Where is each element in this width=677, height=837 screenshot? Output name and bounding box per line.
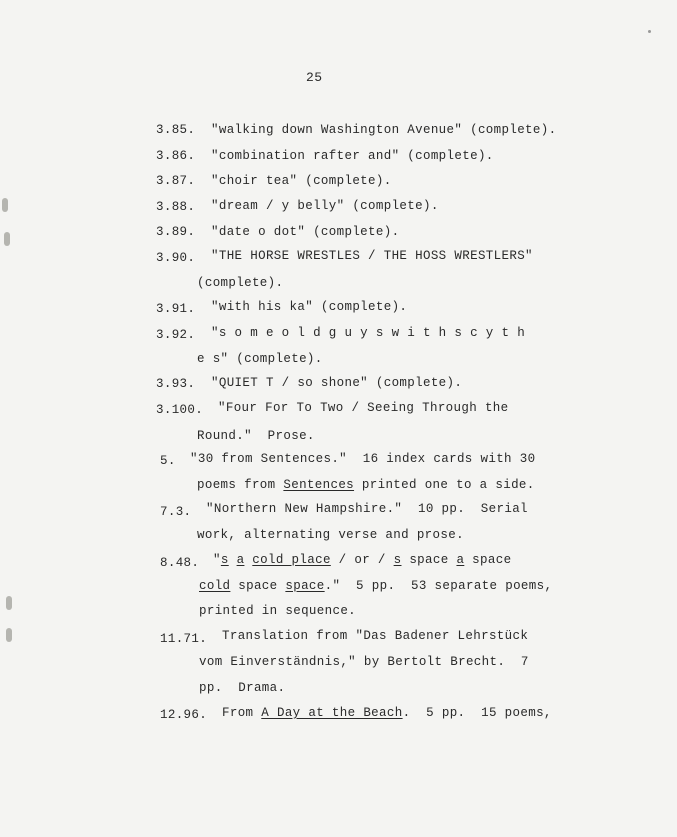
entry-text: "Four For To Two / Seeing Through the [218,401,509,415]
entry-text [222,705,552,721]
entry-continuation: (complete). [197,276,284,290]
entry-text: "30 from Sentences." 16 index cards with 30 [190,452,536,466]
entry-continuation: e s" (complete). [197,352,323,366]
punch-hole-mark [6,628,12,642]
entry-text: "date o dot" (complete). [211,225,400,239]
underlined-word: s [220,553,229,567]
underlined-title: A Day at the Beach [261,706,403,720]
entry-text-segment: space [464,553,512,567]
entry-text-segment: ." 5 pp. 53 separate poems, [324,579,553,593]
entry-text-segment: printed one to a side. [354,478,535,492]
underlined-word: cold [199,579,231,593]
entry-continuation [197,477,535,493]
entry-continuation [199,578,552,594]
punch-hole-mark [4,232,10,246]
entry-number: 12.96. [160,708,208,722]
underlined-word: a [236,553,245,567]
entry-number: 3.90. [156,251,196,265]
entry-number: 3.87. [156,174,196,188]
entry-text: "s o m e o l d g u y s w i t h s c y t h [211,326,526,340]
entry-continuation: printed in sequence. [199,604,357,618]
entry-number: 5. [160,454,176,468]
entry-number: 11.71. [160,632,208,646]
entry-number: 7.3. [160,505,192,519]
page-number: 25 [306,70,323,85]
underlined-title: Sentences [283,478,355,492]
entry-number: 3.86. [156,149,196,163]
punch-hole-mark [2,198,8,212]
entry-number: 3.89. [156,225,196,239]
entry-text-segment: poems from [197,478,284,492]
entry-text: "QUIET T / so shone" (complete). [211,376,463,390]
entry-number: 3.85. [156,123,196,137]
entry-text-segment: From [222,706,262,720]
underlined-word: space [285,579,325,593]
paper-speck [648,30,651,33]
entry-text: Translation from "Das Badener Lehrstück [222,629,529,643]
entry-continuation: Round." Prose. [197,429,315,443]
entry-number: 3.92. [156,328,196,342]
entry-text: "with his ka" (complete). [211,300,408,314]
entry-number: 3.93. [156,377,196,391]
entry-number: 3.100. [156,403,204,417]
entry-text: "dream / y belly" (complete). [211,199,439,213]
entry-text-segment: / or / [330,553,394,567]
punch-hole-mark [6,596,12,610]
entry-text-segment: space [230,579,286,593]
entry-continuation: pp. Drama. [199,681,286,695]
entry-text: "walking down Washington Avenue" (complete). [211,123,557,137]
underlined-word: a [456,553,465,567]
entry-number: 8.48. [160,556,200,570]
entry-text-segment: " [213,553,221,567]
underlined-word: s [393,553,402,567]
entry-text: "combination rafter and" (complete). [211,149,494,163]
entry-text [213,552,511,568]
entry-text: "Northern New Hampshire." 10 pp. Serial [206,502,528,516]
underlined-word: cold place [252,553,331,567]
entry-number: 3.91. [156,302,196,316]
entry-text-segment: space [401,553,457,567]
entry-text-segment: . 5 pp. 15 poems, [402,706,552,720]
entry-text: "choir tea" (complete). [211,174,392,188]
entry-continuation: vom Einverständnis," by Bertolt Brecht. 7 [199,655,529,669]
entry-number: 3.88. [156,200,196,214]
entry-text-segment [229,553,237,567]
entry-continuation: work, alternating verse and prose. [197,528,464,542]
entry-text: "THE HORSE WRESTLES / THE HOSS WRESTLERS" [211,249,533,263]
